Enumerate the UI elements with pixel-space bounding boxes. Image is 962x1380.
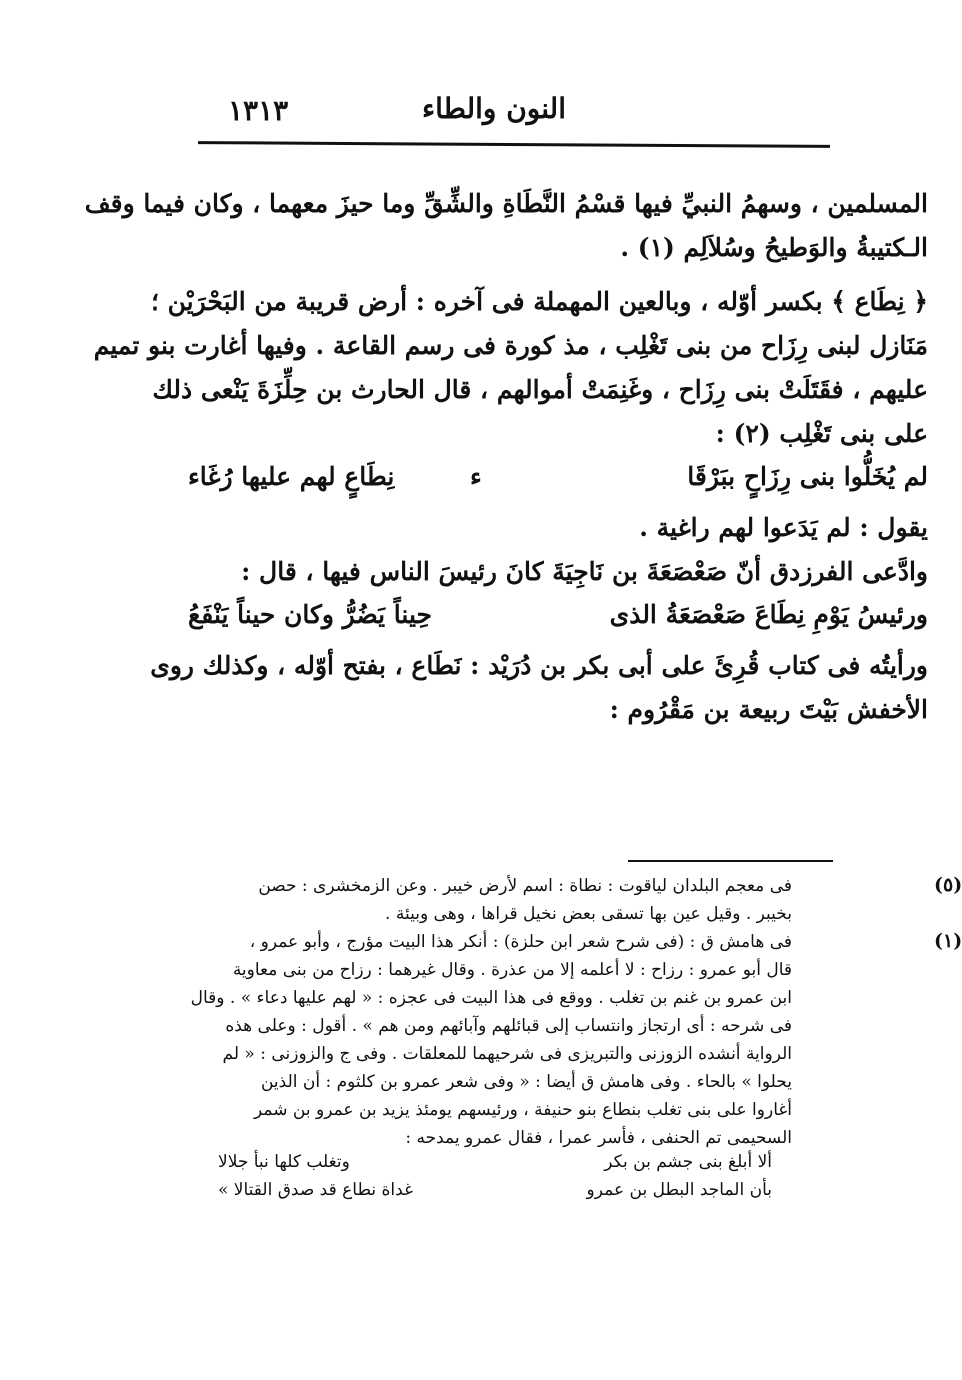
text-line: المسلمين ، وسهمُ النبيِّ فيها قسْمُ النَّطَاةِ والشِّقِّ وما حيزَ معهما ، وكان فيما وقف: [84, 189, 928, 218]
text-line: على بنى تَغْلِب (٢) :: [715, 419, 928, 448]
footnotes: [188, 872, 962, 1208]
footnote-line: قال أبو عمرو : رزاح : لا أعلمه إلا من عذرة . وقال غيرهما : رزاح من بنى معاوية: [232, 960, 792, 980]
header-rule: [198, 141, 830, 148]
footnote-verse: [188, 1180, 792, 1208]
page-header: [228, 92, 828, 132]
footnote-line: يحلوا » بالحاء . وفى هامش ق أيضا : « وفى شعر عمرو بن كلثوم : أن الذين: [260, 1072, 792, 1092]
main-text: [84, 182, 928, 732]
footnote-line: فى معجم البلدان لياقوت : نطاة : اسم لأرض خيبر . وعن الزمخشرى : حصن: [258, 876, 792, 896]
footnote-line: الرواية أنشده الزوزنى والتبريزى فى شرحيهما للمعلقات . وفى ج والزوزنى : « لم: [222, 1044, 792, 1064]
verse-first-hemistich: ورئيسُ يَوْمِ نِطَاعَ صَعْصَعَةُ الذى: [609, 600, 928, 629]
footnote-line: فى شرحه : أى ارتجاز وانتساب إلى قبائلهم وآبائهم ومن هم » . أقول : وعلى هذه: [225, 1016, 792, 1036]
verse-first-hemistich: ألا أبلغ بنى جشم بن بكر: [604, 1152, 772, 1172]
running-head: النون والطاء: [421, 92, 566, 125]
verse-separator: ء: [470, 462, 482, 491]
text-line: وادَّعى الفرزدق أنّ صَعْصَعَةَ بن نَاجِيَةَ كانَ رئيسَ الناس فيها ، قال :: [241, 557, 928, 586]
footnote-line: السحيمى تم الحنفى ، فأسر عمرا ، فقال عمرو يمدحه :: [405, 1128, 792, 1148]
verse-line: [188, 594, 928, 644]
footnote-line: أغاروا على بنى تغلب بنطاع بنو حنيفة ، ورئيسهم يومئذ يزيد بن عمرو بن شمر: [254, 1100, 792, 1120]
verse-first-hemistich: لم يُخَلُّوا بنى رِزَاحٍ ببَرْقَا: [687, 462, 928, 491]
footnote-number: (١): [934, 930, 962, 952]
verse-second-hemistich: نِطَاعٍ لهم عليها رُغَاء: [188, 462, 395, 491]
verse-line: [188, 456, 928, 506]
footnote-rule: [628, 860, 833, 862]
footnote-verse: [188, 1152, 792, 1180]
text-line: الـكتيبةُ والوَطيحُ وسُلاَلِم (١) .: [620, 233, 928, 262]
verse-second-hemistich: وتغلب كلها نبأ جلالا: [218, 1152, 350, 1172]
verse-second-hemistich: حِيناً يَضُرُّ وكان حيناً يَنْفَعُ: [188, 600, 432, 629]
entry-heading-line: ﴿ نِطَاع ﴾ بكسر أوّله ، وبالعين المهملة فى آخره : أرض قريبة من البَحْرَيْن ؛: [151, 287, 928, 316]
text-line: ورأيتُه فى كتاب قُرِئَ على أبى بكر بن دُرَيْد : نَطَاع ، بفتح أوّله ، وكذلك روى: [150, 651, 928, 680]
text-line: الأخفش بَيْتَ ربيعة بن مَقْرُوم :: [609, 695, 928, 724]
footnote-line: بخيبر . وقيل عين بها تسقى بعض نخيل قراها ، وهى وبيئة .: [385, 904, 792, 924]
text-line: مَنَازل لبنى رِزَاح من بنى تَغْلِب ، مذ كورة فى رسم القاعة . وفيها أغارت بنو تميم: [93, 331, 928, 360]
footnote-line: فى هامش ق : (فى شرح شعر ابن حلزة) : أنكر هذا البيت مؤرج ، وأبو عمرو ،: [249, 932, 792, 952]
text-line: عليهم ، فقَتَلَتْ بنى رِزَاح ، وغَنِمَتْ أموالهم ، قال الحارث بن حِلِّزَةَ يَنْعى ذلك: [152, 375, 928, 404]
verse-first-hemistich: بأن الماجد البطل بن عمرو: [586, 1180, 772, 1200]
footnote-line: ابن عمرو بن غنم بن تغلب . ووقع فى هذا البيت فى عجزه : « لهم عليها دعاء » . وقال: [190, 988, 792, 1008]
page-number: ١٣١٣: [228, 94, 289, 127]
text-line: يقول : لم يَدَعوا لهم راغية .: [639, 513, 928, 542]
verse-second-hemistich: غداة نطاع قد صدق القتالا »: [218, 1180, 413, 1200]
footnote-number: (٥): [934, 874, 962, 896]
